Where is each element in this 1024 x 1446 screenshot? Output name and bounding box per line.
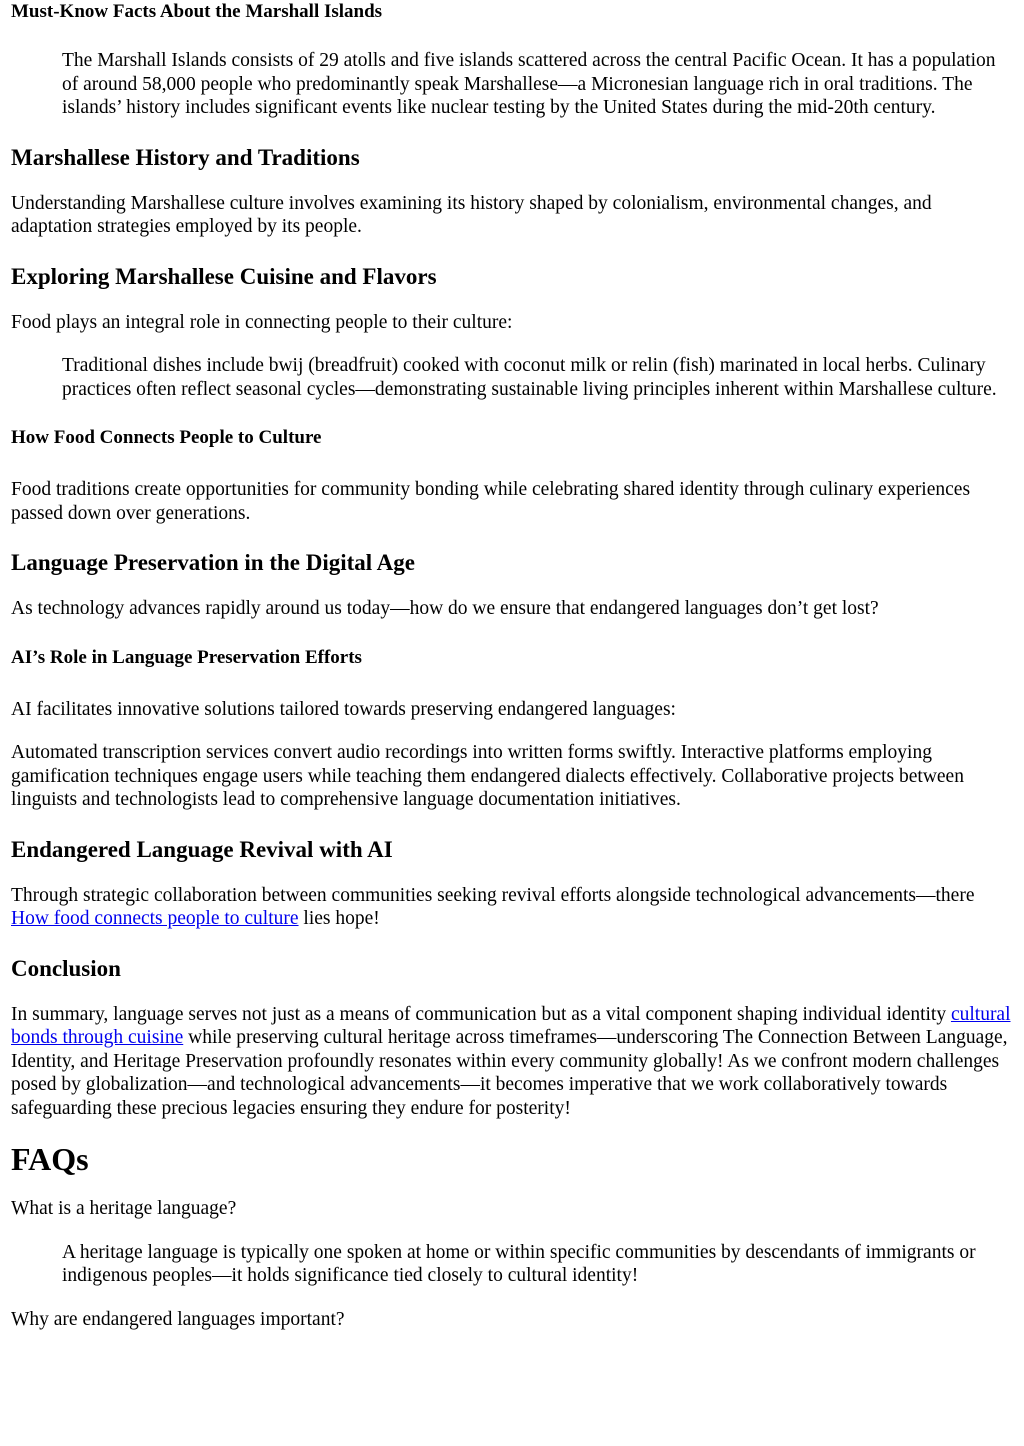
ai-role-heading: AI’s Role in Language Preservation Efforts — [11, 646, 362, 668]
conclusion-heading: Conclusion — [11, 955, 121, 981]
faqs-heading: FAQs — [11, 1141, 89, 1177]
revival-heading: Endangered Language Revival with AI — [11, 836, 393, 862]
facts-blockquote: The Marshall Islands consists of 29 atolls and five islands scattered across the central Pacific Ocean. It has a population of around 58,000 people who predominantly speak Marshallese—a Micronesian language rich in oral traditions. The islands’ history includes significant events like nuclear testing by the United States during the mid-20th century. — [62, 50, 996, 118]
ai-role-paragraph: Automated transcription services convert audio recordings into written forms swiftly. Interactive platforms employing gamification techniques engage users while teaching them endangered dialects effectively. Collaborative projects between linguists and technologists lead to comprehensive language documentation initiatives. — [11, 742, 964, 810]
faq-question: Why are endangered languages important? — [11, 1308, 345, 1330]
faq-answer: A heritage language is typically one spoken at home or within specific communities by descendants of immigrants or indigenous peoples—it holds significance tied closely to cultural identity! — [62, 1241, 976, 1286]
facts-heading: Must-Know Facts About the Marshall Islands — [11, 1, 383, 22]
history-heading: Marshallese History and Traditions — [11, 144, 360, 170]
language-digital-heading: Language Preservation in the Digital Age — [11, 550, 415, 575]
food-culture-paragraph: Food traditions create opportunities for community bonding while celebrating shared identity through culinary experiences passed down over generations. — [11, 479, 971, 524]
cuisine-blockquote: Traditional dishes include bwij (breadfruit) cooked with coconut milk or relin (fish) marinated in local herbs. Culinary practices often reflect seasonal cycles—demonstrating sustainable living principles inherent within Marshallese culture. — [62, 355, 997, 400]
faq-question: What is a heritage language? — [11, 1198, 237, 1219]
language-digital-paragraph: As technology advances rapidly around us today—how do we ensure that endangered languages don’t get lost? — [11, 598, 879, 619]
cultural-bonds-link[interactable]: cultural bonds through cuisine — [11, 1003, 1011, 1048]
history-paragraph: Understanding Marshallese culture involves examining its history shaped by colonialism, environmental changes, and adaptation strategies employed by its people. — [11, 192, 932, 237]
conclusion-paragraph — [11, 1003, 1014, 1121]
cuisine-intro: Food plays an integral role in connecting people to their culture: — [11, 311, 513, 333]
ai-role-intro: AI facilitates innovative solutions tailored towards preserving endangered languages: — [11, 698, 676, 720]
conclusion-text-after: while preserving cultural heritage across timeframes—underscoring The Connection Between Language, Identity, and Heritage Preservation profoundly resonates within every community globally! As we confront modern challenges posed by globalization—and technological advancements—it becomes imperative that we work collaboratively towards safeguarding these precious legacies ensuring they endure for posterity! — [11, 1027, 1008, 1119]
revival-paragraph — [11, 884, 1014, 931]
revival-text-before: Through strategic collaboration between communities seeking revival efforts alongside technological advancements—there — [11, 884, 975, 906]
food-culture-link[interactable]: How food connects people to culture — [11, 908, 299, 929]
cuisine-heading: Exploring Marshallese Cuisine and Flavors — [11, 263, 437, 289]
conclusion-text-before: In summary, language serves not just as a means of communication but as a vital component shaping individual identity — [11, 1003, 951, 1025]
revival-text-after: lies hope! — [298, 908, 380, 929]
food-culture-heading: How Food Connects People to Culture — [11, 427, 322, 448]
